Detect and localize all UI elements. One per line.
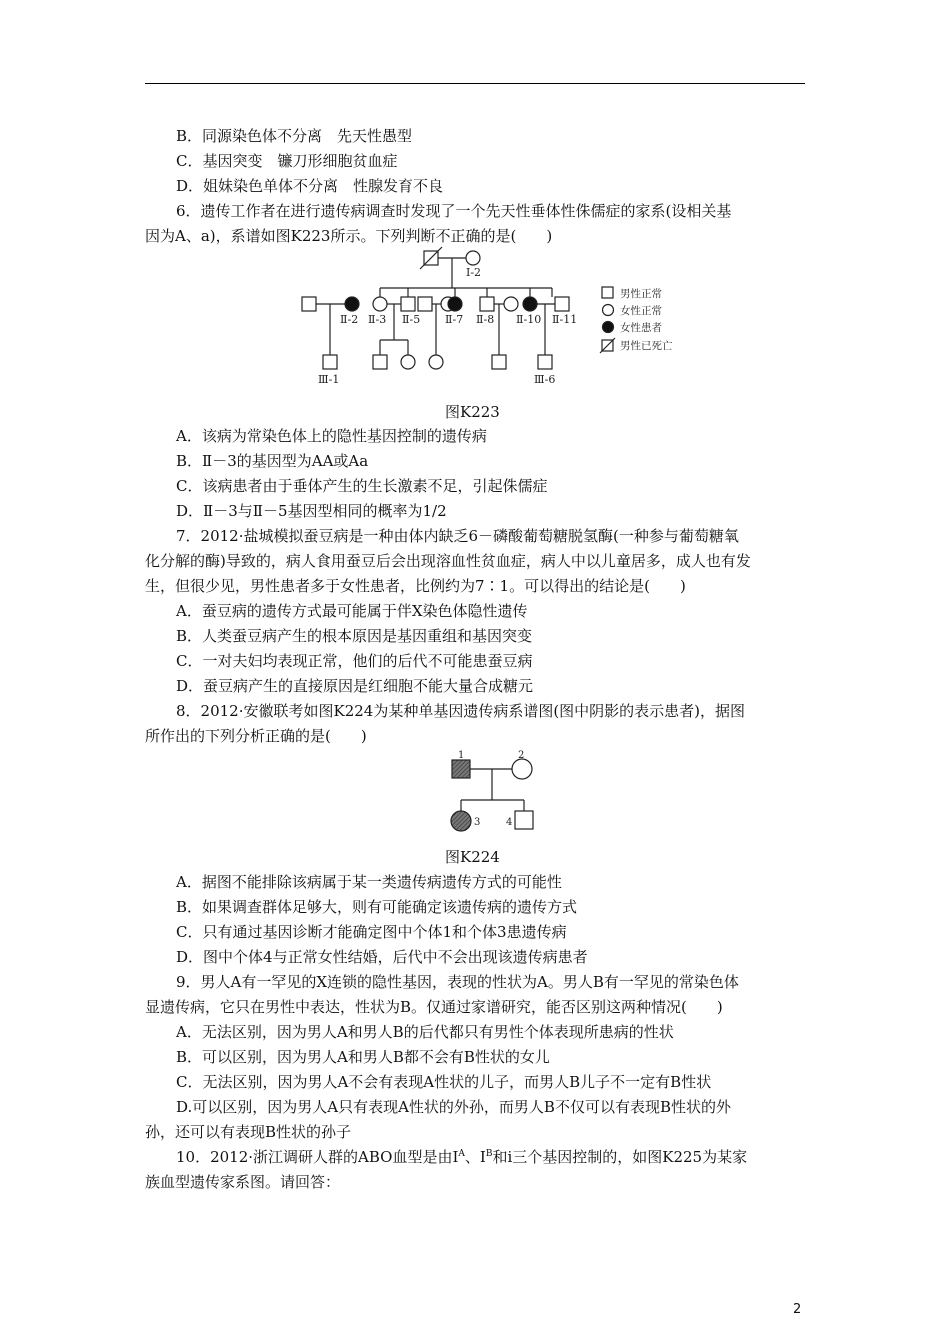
label-ii7: Ⅱ-7 <box>445 313 464 326</box>
pedigree-ii9-female <box>504 297 518 311</box>
label-ii3: Ⅱ-3 <box>368 313 387 326</box>
q10-sup-b: B <box>485 1149 493 1159</box>
pedigree-ii7-affected-female <box>448 297 462 311</box>
legend-male-normal: 男性正常 <box>620 288 662 300</box>
pedigree-k224-individual-3-affected-female <box>451 811 471 831</box>
label-ii8: Ⅱ-8 <box>476 313 495 326</box>
q8-option-d: D．图中个体4与正常女性结婚，后代中不会出现该遗传病患者 <box>176 948 588 966</box>
q6-option-d: D．Ⅱ－3与Ⅱ－5基因型相同的概率为1/2 <box>176 502 447 520</box>
pedigree-ii2-affected-female <box>345 297 359 311</box>
q6-stem-line2: 因为A、a)，系谱如图K223所示。下列判断不正确的是( ) <box>145 227 553 245</box>
q9-option-d-continued: 孙，还可以有表现B性状的孙子 <box>145 1123 352 1141</box>
q5-option-b: B．同源染色体不分离 先天性愚型 <box>176 127 413 145</box>
q7-option-b: B．人类蚕豆病产生的根本原因是基因重组和基因突变 <box>176 627 533 645</box>
q7-option-d: D．蚕豆病产生的直接原因是红细胞不能大量合成糖元 <box>176 677 534 695</box>
pedigree-i2-female <box>466 251 480 265</box>
q7-option-a: A．蚕豆病的遗传方式最可能属于伴X染色体隐性遗传 <box>176 602 528 620</box>
legend-female-normal-icon <box>603 305 614 316</box>
q10-text-b: 、I <box>464 1148 486 1166</box>
pedigree-ii1-male <box>302 297 316 311</box>
q8-stem-line2: 所作出的下列分析正确的是( ) <box>145 727 367 745</box>
q8-option-c: C．只有通过基因诊断才能确定图中个体1和个体3患遗传病 <box>176 923 567 941</box>
page-number: 2 <box>793 1302 802 1317</box>
pedigree-ii8-male <box>480 297 494 311</box>
q7-stem-line2: 化分解的酶)导致的，病人食用蚕豆后会出现溶血性贫血症，病人中以儿童居多，成人也有发 <box>145 552 751 570</box>
pedigree-k224 <box>440 748 550 838</box>
q10-stem-line1 <box>176 1147 747 1167</box>
q9-option-c: C．无法区别，因为男人A不会有表现A性状的儿子，而男人B儿子不一定有B性状 <box>176 1073 712 1091</box>
q6-stem-line1: 6．遗传工作者在进行遗传病调查时发现了一个先天性垂体性侏儒症的家系(设相关基 <box>176 202 732 220</box>
q7-stem-line3: 生，但很少见，男性患者多于女性患者，比例约为7∶1。可以得出的结论是( ) <box>145 577 686 595</box>
pedigree-k223 <box>290 245 710 390</box>
legend-female-affected-icon <box>603 322 614 333</box>
q10-text-a: 10．2012·浙江调研人群的ABO血型是由I <box>176 1148 459 1166</box>
q10-stem-line2: 族血型遗传家系图。请回答： <box>145 1173 341 1191</box>
label-ii10: Ⅱ-10 <box>516 313 542 326</box>
q8-option-a: A．据图不能排除该病属于某一类遗传病遗传方式的可能性 <box>176 873 562 891</box>
legend-female-normal: 女性正常 <box>620 305 662 317</box>
label-ii11: Ⅱ-11 <box>552 313 578 326</box>
label-iii6: Ⅲ-6 <box>534 373 556 386</box>
q7-option-c: C．一对夫妇均表现正常，他们的后代不可能患蚕豆病 <box>176 652 533 670</box>
pedigree-iii5-male <box>492 355 506 369</box>
label-ii2: Ⅱ-2 <box>340 313 359 326</box>
figure-caption-k224: 图K224 <box>445 848 500 866</box>
pedigree-iii4-female <box>429 355 443 369</box>
q5-option-c: C．基因突变 镰刀形细胞贫血症 <box>176 152 398 170</box>
q9-option-a: A．无法区别，因为男人A和男人B的后代都只有男性个体表现所患病的性状 <box>176 1023 674 1041</box>
q9-stem-line1: 9．男人A有一罕见的X连锁的隐性基因，表现的性状为A。男人B有一罕见的常染色体 <box>176 973 739 991</box>
q9-option-d: D.可以区别，因为男人A只有表现A性状的外孙，而男人B不仅可以有表现B性状的外 <box>176 1098 731 1116</box>
pedigree-k224-individual-1-affected-male <box>452 760 470 778</box>
q6-option-c: C．该病患者由于垂体产生的生长激素不足，引起侏儒症 <box>176 477 548 495</box>
pedigree-k224-individual-4-male <box>515 811 533 829</box>
header-rule <box>145 83 805 84</box>
pedigree-ii4-male <box>401 297 415 311</box>
q8-option-b: B．如果调查群体足够大，则有可能确定该遗传病的遗传方式 <box>176 898 578 916</box>
k224-label-4: 4 <box>506 817 513 828</box>
pedigree-iii1-male <box>323 355 337 369</box>
label-ii5: Ⅱ-5 <box>402 313 421 326</box>
pedigree-ii10-affected-female <box>523 297 537 311</box>
figure-caption-k223: 图K223 <box>445 403 500 421</box>
legend-female-affected: 女性患者 <box>620 322 662 334</box>
q5-option-d: D．姐妹染色单体不分离 性腺发育不良 <box>176 177 444 195</box>
pedigree-ii11-male <box>555 297 569 311</box>
label-iii1: Ⅲ-1 <box>318 373 340 386</box>
label-i2: Ⅰ-2 <box>466 266 482 279</box>
q10-sup-a: A <box>458 1149 465 1159</box>
q7-stem-line1: 7．2012·盐城模拟蚕豆病是一种由体内缺乏6－磷酸葡萄糖脱氢酶(一种参与葡萄糖氧 <box>176 527 739 545</box>
pedigree-iii2-male <box>373 355 387 369</box>
k224-label-2: 2 <box>518 750 525 761</box>
q6-option-b: B．Ⅱ－3的基因型为AA或Aa <box>176 452 369 470</box>
pedigree-ii5-male <box>418 297 432 311</box>
pedigree-iii6-male <box>538 355 552 369</box>
pedigree-ii3-female <box>373 297 387 311</box>
pedigree-iii3-female <box>401 355 415 369</box>
pedigree-k224-individual-2-female <box>512 759 532 779</box>
k224-label-1: 1 <box>458 750 465 761</box>
q9-option-b: B．可以区别，因为男人A和男人B都不会有B性状的女儿 <box>176 1048 550 1066</box>
q9-stem-line2: 显遗传病，它只在男性中表达，性状为B。仅通过家谱研究，能否区别这两种情况( ) <box>145 998 723 1016</box>
q10-text-c: 和i三个基因控制的，如图K225为某家 <box>492 1148 748 1166</box>
legend-male-normal-icon <box>602 287 613 298</box>
k224-label-3: 3 <box>474 817 481 828</box>
q8-stem-line1: 8．2012·安徽联考如图K224为某种单基因遗传病系谱图(图中阴影的表示患者)，据图 <box>176 702 746 720</box>
q6-option-a: A．该病为常染色体上的隐性基因控制的遗传病 <box>176 427 487 445</box>
legend-male-deceased: 男性已死亡 <box>620 340 673 352</box>
